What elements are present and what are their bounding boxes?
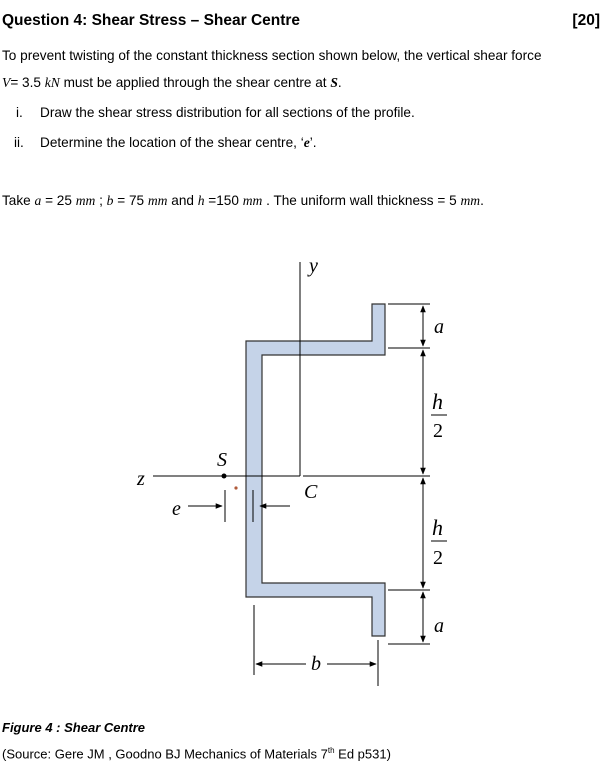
section-profile bbox=[246, 304, 385, 636]
centroid-label: C bbox=[304, 481, 318, 503]
task-2-text-post: ’. bbox=[309, 135, 317, 150]
dim-h-top-numerator: h bbox=[432, 389, 443, 414]
b-symbol: b bbox=[106, 193, 114, 208]
dim-h-bottom-numerator: h bbox=[432, 515, 443, 540]
given-values: Take a = 25 mm ; b = 75 mm and h =150 mm . The uniform wall thickness = 5 mm. bbox=[2, 193, 484, 208]
e-label: e bbox=[172, 498, 181, 520]
marks-label: [20] bbox=[572, 12, 600, 29]
figure-caption: Figure 4 : Shear Centre bbox=[2, 720, 146, 735]
b-label: b bbox=[311, 653, 321, 675]
e-symbol: e bbox=[303, 135, 310, 150]
v-unit: kN bbox=[44, 75, 60, 90]
task-1-text: Draw the shear stress distribution for all sections of the profile. bbox=[40, 105, 415, 120]
intro-line-1: To prevent twisting of the constant thickness section shown below, the vertical shear force bbox=[2, 48, 542, 63]
source-superscript: th bbox=[327, 746, 335, 755]
question-title: Question 4: Shear Stress – Shear Centre bbox=[2, 12, 301, 29]
intro-line-2-text: must be applied through the shear centre at bbox=[59, 75, 331, 90]
dim-a-top-label: a bbox=[434, 316, 444, 338]
v-symbol: V bbox=[2, 75, 11, 90]
task-1-number: i. bbox=[16, 105, 23, 120]
a-symbol: a bbox=[34, 193, 42, 208]
shear-centre-dot bbox=[234, 486, 237, 489]
dim-h-top-denominator: 2 bbox=[433, 420, 443, 442]
task-2-number: ii. bbox=[14, 135, 24, 150]
intro-line-2-end: . bbox=[337, 75, 342, 90]
shear-centre-point bbox=[222, 474, 227, 479]
s-symbol: S bbox=[330, 75, 338, 90]
figure-source: (Source: Gere JM , Goodno BJ Mechanics of Materials 7th Ed p531) bbox=[2, 746, 391, 762]
z-axis-label: z bbox=[137, 468, 145, 490]
y-axis-label: y bbox=[309, 255, 318, 277]
dim-a-bottom-label: a bbox=[434, 615, 444, 637]
task-2-text-pre: Determine the location of the shear centre, ‘ bbox=[40, 135, 304, 150]
shear-centre-label: S bbox=[217, 449, 227, 471]
h-symbol: h bbox=[197, 193, 205, 208]
v-value: = 3.5 bbox=[10, 75, 45, 90]
dim-h-bottom-denominator: 2 bbox=[433, 547, 443, 569]
